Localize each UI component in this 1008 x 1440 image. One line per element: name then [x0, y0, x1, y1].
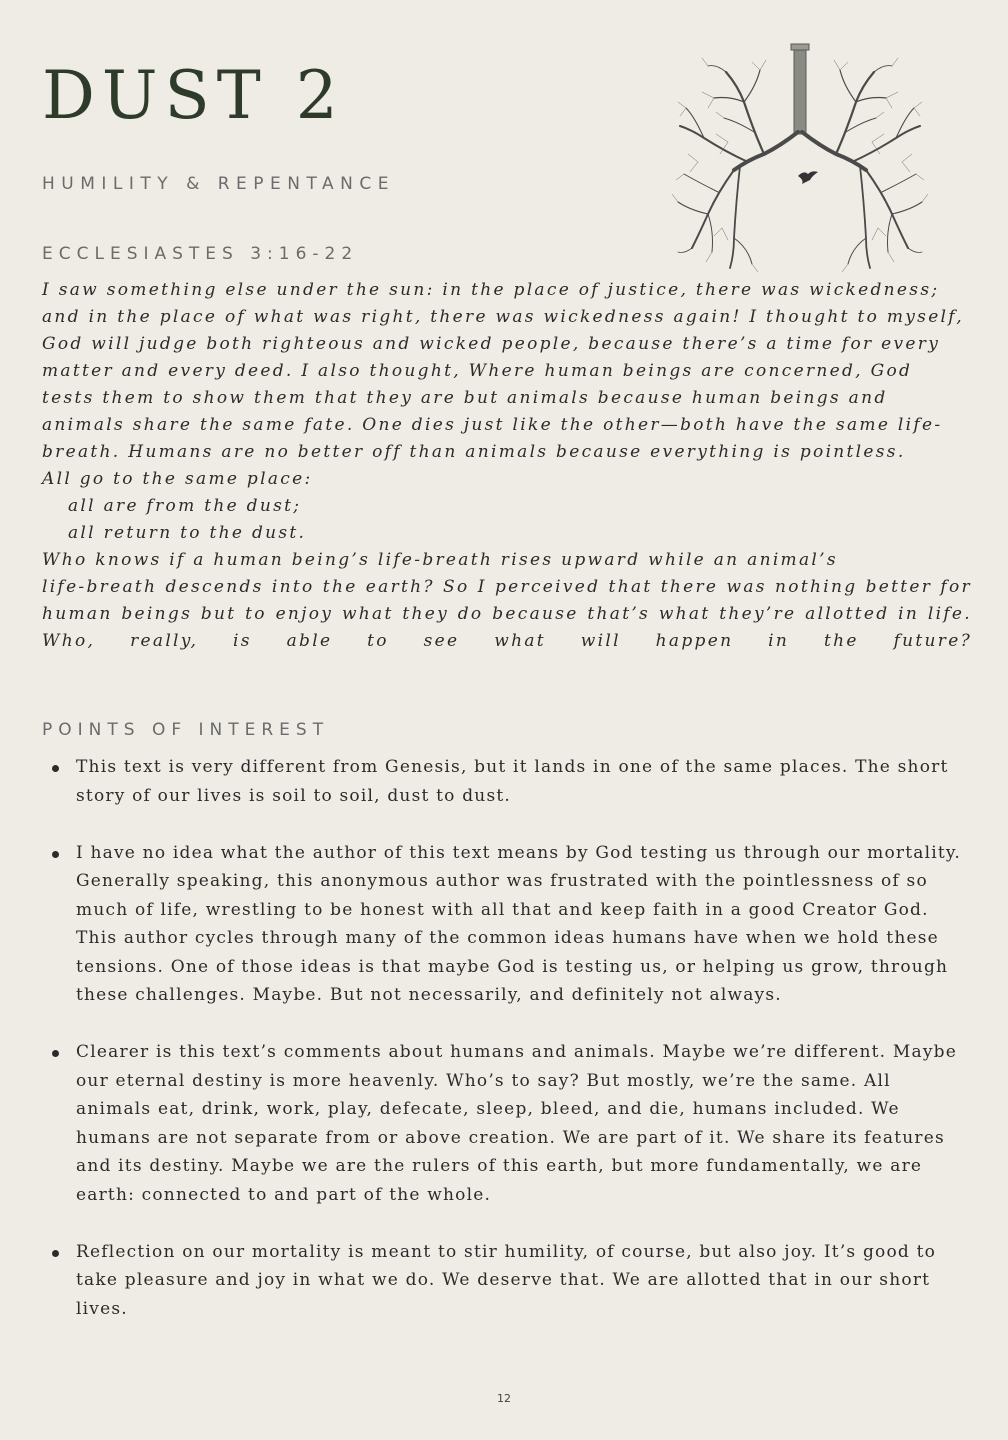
page-number: 12	[497, 1392, 511, 1405]
list-item	[42, 753, 972, 810]
scripture-paragraph: I saw something else under the sun: in the place of justice, there was wickedness; and in the place of what was right, there was wickedness again! I thought to myself, God will judge both righteous and wicked people, because there’s a time for every matter and every deed. I also thought, Where human beings are concerned, God tests them to show them that they are but animals because human beings and animals share the same fate. One dies just like the other—both have the same life-breath. Humans are no better off than animals because everything is pointless.	[42, 280, 964, 462]
list-item-text: I have no idea what the author of this text means by God testing us through our mortality. Generally speaking, this anonymous author was frustrated with the pointlessness of so much of life, wrestling to be honest with all that and keep faith in a good Creator God. This author cycles through many of the common ideas humans have when we hold these tensions. One of those ideas is that maybe God is testing us, or helping us grow, through these challenges. Maybe. But not necessarily, and definitely not always.	[76, 842, 962, 1005]
list-item	[42, 1038, 972, 1209]
scripture-line-indented: all are from the dust;	[68, 496, 302, 516]
lungs-tree-illustration-icon	[668, 42, 950, 274]
points-of-interest-list	[42, 753, 972, 1352]
list-item-text: Clearer is this text’s comments about humans and animals. Maybe we’re different. Maybe our eternal destiny is more heavenly. Who’s to say? But mostly, we’re the same. All animals eat, drink, work, play, defecate, sleep, bleed, and die, humans included. We humans are not separate from or above creation. We are part of it. We share its features and its destiny. Maybe we are the rulers of this earth, but more fundamentally, we are earth: connected to and part of the whole.	[76, 1042, 957, 1205]
page-subtitle: HUMILITY & REPENTANCE	[42, 174, 396, 194]
page-title: DUST 2	[42, 57, 345, 134]
list-item-text: This text is very different from Genesis, but it lands in one of the same places. The short story of our lives is soil to soil, dust to dust.	[76, 757, 949, 806]
scripture-line: All go to the same place:	[42, 469, 313, 489]
list-item	[42, 839, 972, 1010]
points-of-interest-heading: POINTS OF INTEREST	[42, 720, 330, 740]
list-item	[42, 1238, 972, 1324]
scripture-line: Who knows if a human being’s life-breath rises upward while an animal’s	[42, 550, 838, 570]
list-item-text: Reflection on our mortality is meant to stir humility, of course, but also joy. It’s good to take pleasure and joy in what we do. We deserve that. We are allotted that in our short lives.	[76, 1241, 937, 1319]
bullet-icon	[52, 1250, 59, 1257]
scripture-passage	[42, 277, 972, 655]
bullet-icon	[52, 765, 59, 772]
bullet-icon	[52, 851, 59, 858]
bullet-icon	[52, 1050, 59, 1057]
scripture-reference: ECCLESIASTES 3:16-22	[42, 244, 359, 264]
scripture-line-indented: all return to the dust.	[68, 523, 307, 543]
scripture-paragraph: life-breath descends into the earth? So I perceived that there was nothing better for human beings but to enjoy what they do because that’s what they’re allotted in life. Who, really, is able to see what will happen in the future?	[42, 577, 972, 651]
